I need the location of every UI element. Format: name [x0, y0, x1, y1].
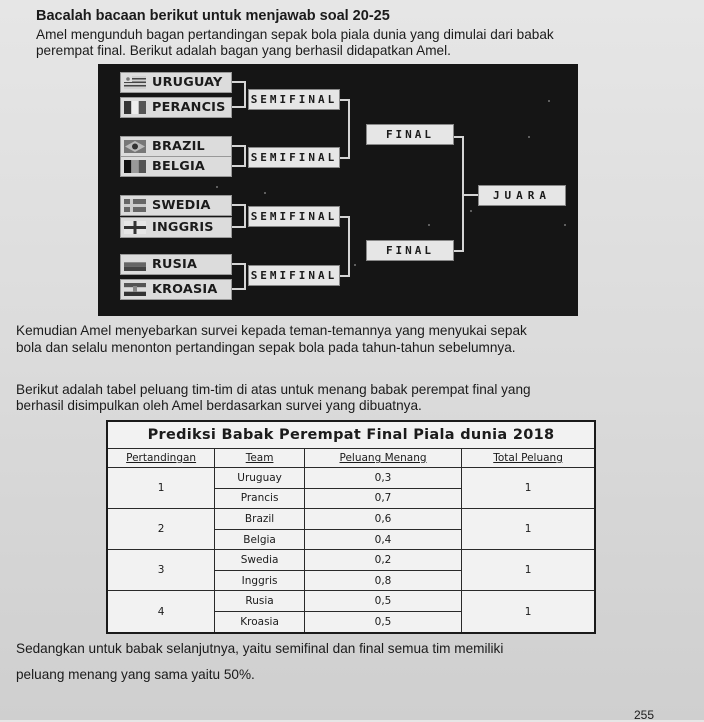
- team-cell: Rusia: [215, 591, 305, 612]
- brazil-flag-icon: [124, 140, 146, 153]
- total-cell: 1: [462, 468, 595, 509]
- match-number: 3: [107, 550, 215, 591]
- team-name-belgia: BELGIA: [152, 159, 206, 174]
- table-row: [107, 550, 595, 571]
- probability-cell: 0,7: [304, 488, 461, 509]
- team-box-perancis: [120, 97, 232, 118]
- probability-cell: 0,5: [304, 591, 461, 612]
- sweden-flag-icon: [124, 199, 146, 212]
- team-box-belgia: [120, 156, 232, 177]
- match-number: 1: [107, 468, 215, 509]
- probability-cell: 0,3: [304, 468, 461, 489]
- team-box-brazil: [120, 136, 232, 157]
- total-cell: 1: [462, 509, 595, 550]
- total-cell: 1: [462, 591, 595, 633]
- table-row: [107, 468, 595, 489]
- survey-line-1: Kemudian Amel menyebarkan survei kepada teman-temannya yang menyukai sepak: [16, 323, 527, 338]
- probability-cell: 0,5: [304, 612, 461, 633]
- team-name-brazil: BRAZIL: [152, 139, 205, 154]
- champion-box: JUARA: [478, 185, 566, 206]
- reading-heading: Bacalah bacaan berikut untuk menjawab soal 20-25: [36, 8, 390, 24]
- croatia-flag-icon: [124, 283, 146, 296]
- survey-line-2: bola dan selalu menonton pertandingan sepak bola pada tahun-tahun sebelumnya.: [16, 340, 516, 355]
- team-cell: Uruguay: [215, 468, 305, 489]
- belgium-flag-icon: [124, 160, 146, 173]
- team-name-kroasia: KROASIA: [152, 282, 218, 297]
- closing-line-2: peluang menang yang sama yaitu 50%.: [16, 667, 255, 682]
- header-team: Team: [215, 449, 305, 468]
- team-box-swedia: [120, 195, 232, 216]
- russia-flag-icon: [124, 258, 146, 271]
- team-name-rusia: RUSIA: [152, 257, 198, 272]
- team-cell: Prancis: [215, 488, 305, 509]
- team-name-inggris: INGGRIS: [152, 220, 214, 235]
- semifinal-box-2: SEMIFINAL: [248, 147, 340, 168]
- team-box-kroasia: [120, 279, 232, 300]
- table-title: Prediksi Babak Perempat Final Piala dunia 2018: [107, 421, 595, 449]
- team-cell: Inggris: [215, 570, 305, 591]
- team-name-perancis: PERANCIS: [152, 100, 226, 115]
- header-peluang-menang: Peluang Menang: [304, 449, 461, 468]
- table-row: [107, 591, 595, 612]
- table-intro-line-1: Berikut adalah tabel peluang tim-tim di atas untuk menang babak perempat final yang: [16, 382, 531, 397]
- header-total-peluang: Total Peluang: [462, 449, 595, 468]
- uruguay-flag-icon: [124, 76, 146, 89]
- semifinal-box-1: SEMIFINAL: [248, 89, 340, 110]
- final-box-2: FINAL: [366, 240, 454, 261]
- team-box-uruguay: [120, 72, 232, 93]
- team-name-swedia: SWEDIA: [152, 198, 211, 213]
- tournament-bracket: [98, 64, 578, 316]
- total-cell: 1: [462, 550, 595, 591]
- header-pertandingan: Pertandingan: [107, 449, 215, 468]
- prediction-table: [106, 420, 596, 634]
- probability-cell: 0,6: [304, 509, 461, 530]
- table-intro-line-2: berhasil disimpulkan oleh Amel berdasarkan survei yang dibuatnya.: [16, 398, 422, 413]
- intro-line-2: perempat final. Berikut adalah bagan yang berhasil didapatkan Amel.: [36, 43, 451, 58]
- team-box-rusia: [120, 254, 232, 275]
- probability-cell: 0,8: [304, 570, 461, 591]
- match-number: 2: [107, 509, 215, 550]
- page-number: 255: [634, 708, 655, 722]
- england-flag-icon: [124, 221, 146, 234]
- team-cell: Swedia: [215, 550, 305, 571]
- probability-cell: 0,4: [304, 529, 461, 550]
- team-cell: Belgia: [215, 529, 305, 550]
- team-name-uruguay: URUGUAY: [152, 75, 223, 90]
- probability-cell: 0,2: [304, 550, 461, 571]
- team-cell: Kroasia: [215, 612, 305, 633]
- match-number: 4: [107, 591, 215, 633]
- semifinal-box-3: SEMIFINAL: [248, 206, 340, 227]
- intro-line-1: Amel mengunduh bagan pertandingan sepak bola piala dunia yang dimulai dari babak: [36, 27, 554, 42]
- team-cell: Brazil: [215, 509, 305, 530]
- table-row: [107, 509, 595, 530]
- team-box-inggris: [120, 217, 232, 238]
- closing-line-1: Sedangkan untuk babak selanjutnya, yaitu semifinal dan final semua tim memiliki: [16, 641, 504, 656]
- france-flag-icon: [124, 101, 146, 114]
- semifinal-box-4: SEMIFINAL: [248, 265, 340, 286]
- final-box-1: FINAL: [366, 124, 454, 145]
